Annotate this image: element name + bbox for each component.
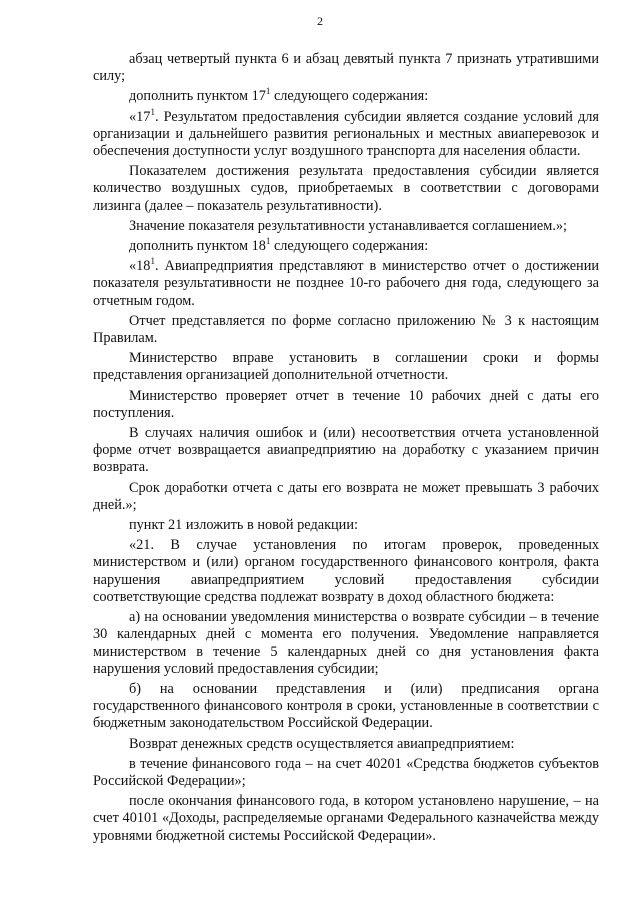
paragraph: а) на основании уведомления министерства о возврате субсидии – в течение 30 календарных дней с момента его получения. Уведомление направляется министерством в течение 5 календарных дней со дня установления факта нарушения условий предоставления субсидии;	[93, 609, 599, 677]
paragraph: дополнить пунктом $17^1$ следующего содержания:	[129, 86, 429, 105]
paragraph: дополнить пунктом $18^1$ следующего содержания:	[129, 236, 429, 255]
paragraph: Министерство проверяет отчет в течение 10 рабочих дней с даты его поступления.	[93, 387, 599, 421]
paragraph: пункт 21 изложить в новой редакции:	[129, 517, 358, 534]
paragraph: Возврат денежных средств осуществляется авиапредприятием:	[129, 735, 515, 752]
paragraph: абзац четвертый пункта 6 и абзац девятый пункта 7 признать утратившими силу;	[93, 51, 599, 85]
paragraph: В случаях наличия ошибок и (или) несоответствия отчета установленной форме отчет возвращается авиапредприятию на доработку с указанием причин возврата.	[93, 425, 599, 476]
page-number: 2	[317, 14, 323, 28]
paragraph: Министерство вправе установить в соглашении сроки и формы представления организацией дополнительной отчетности.	[93, 350, 599, 384]
paragraph: «$18^1$. Авиапредприятия представляют в министерство отчет о достижении показателя результативности не позднее 10-го рабочего дня года, следующего за отчетным годом.	[93, 256, 599, 309]
paragraph: Отчет представляется по форме согласно приложению № 3 к настоящим Правилам.	[93, 312, 599, 347]
paragraph: после окончания финансового года, в котором установлено нарушение, – на счет 40101 «Доходы, распределяемые органами Федерального казначейства между уровнями бюджетной системы Российской Федерации».	[93, 793, 599, 844]
paragraph: Значение показателя результативности устанавливается соглашением.»;	[129, 217, 568, 234]
paragraph: Показателем достижения результата предоставления субсидии является количество воздушных судов, приобретаемых в соответствии с договорами лизинга (далее – показатель результативности).	[93, 163, 599, 214]
paragraph: б) на основании представления и (или) предписания органа государственного финансового контроля в сроки, установленные в соответствии с бюджетным законодательством Российской Федерации.	[93, 680, 599, 732]
document-body	[93, 51, 599, 845]
paragraph: «$17^1$. Результатом предоставления субсидии является создание условий для организации и дальнейшего развития региональных и местных авиаперевозок и обеспечения доступности услуг воздушного транспорта для населения области.	[93, 106, 599, 160]
paragraph: в течение финансового года – на счет 40201 «Средства бюджетов субъектов Российской Федерации»;	[93, 755, 599, 789]
paragraph: «21. В случае установления по итогам проверок, проведенных министерством и (или) органом государственного финансового контроля, факта нарушения авиапредприятием условий предоставления субсидии соответствующие средства подлежат возврату в доход областного бюджета:	[93, 537, 599, 605]
paragraph: Срок доработки отчета с даты его возврата не может превышать 3 рабочих дней.»;	[93, 479, 599, 513]
